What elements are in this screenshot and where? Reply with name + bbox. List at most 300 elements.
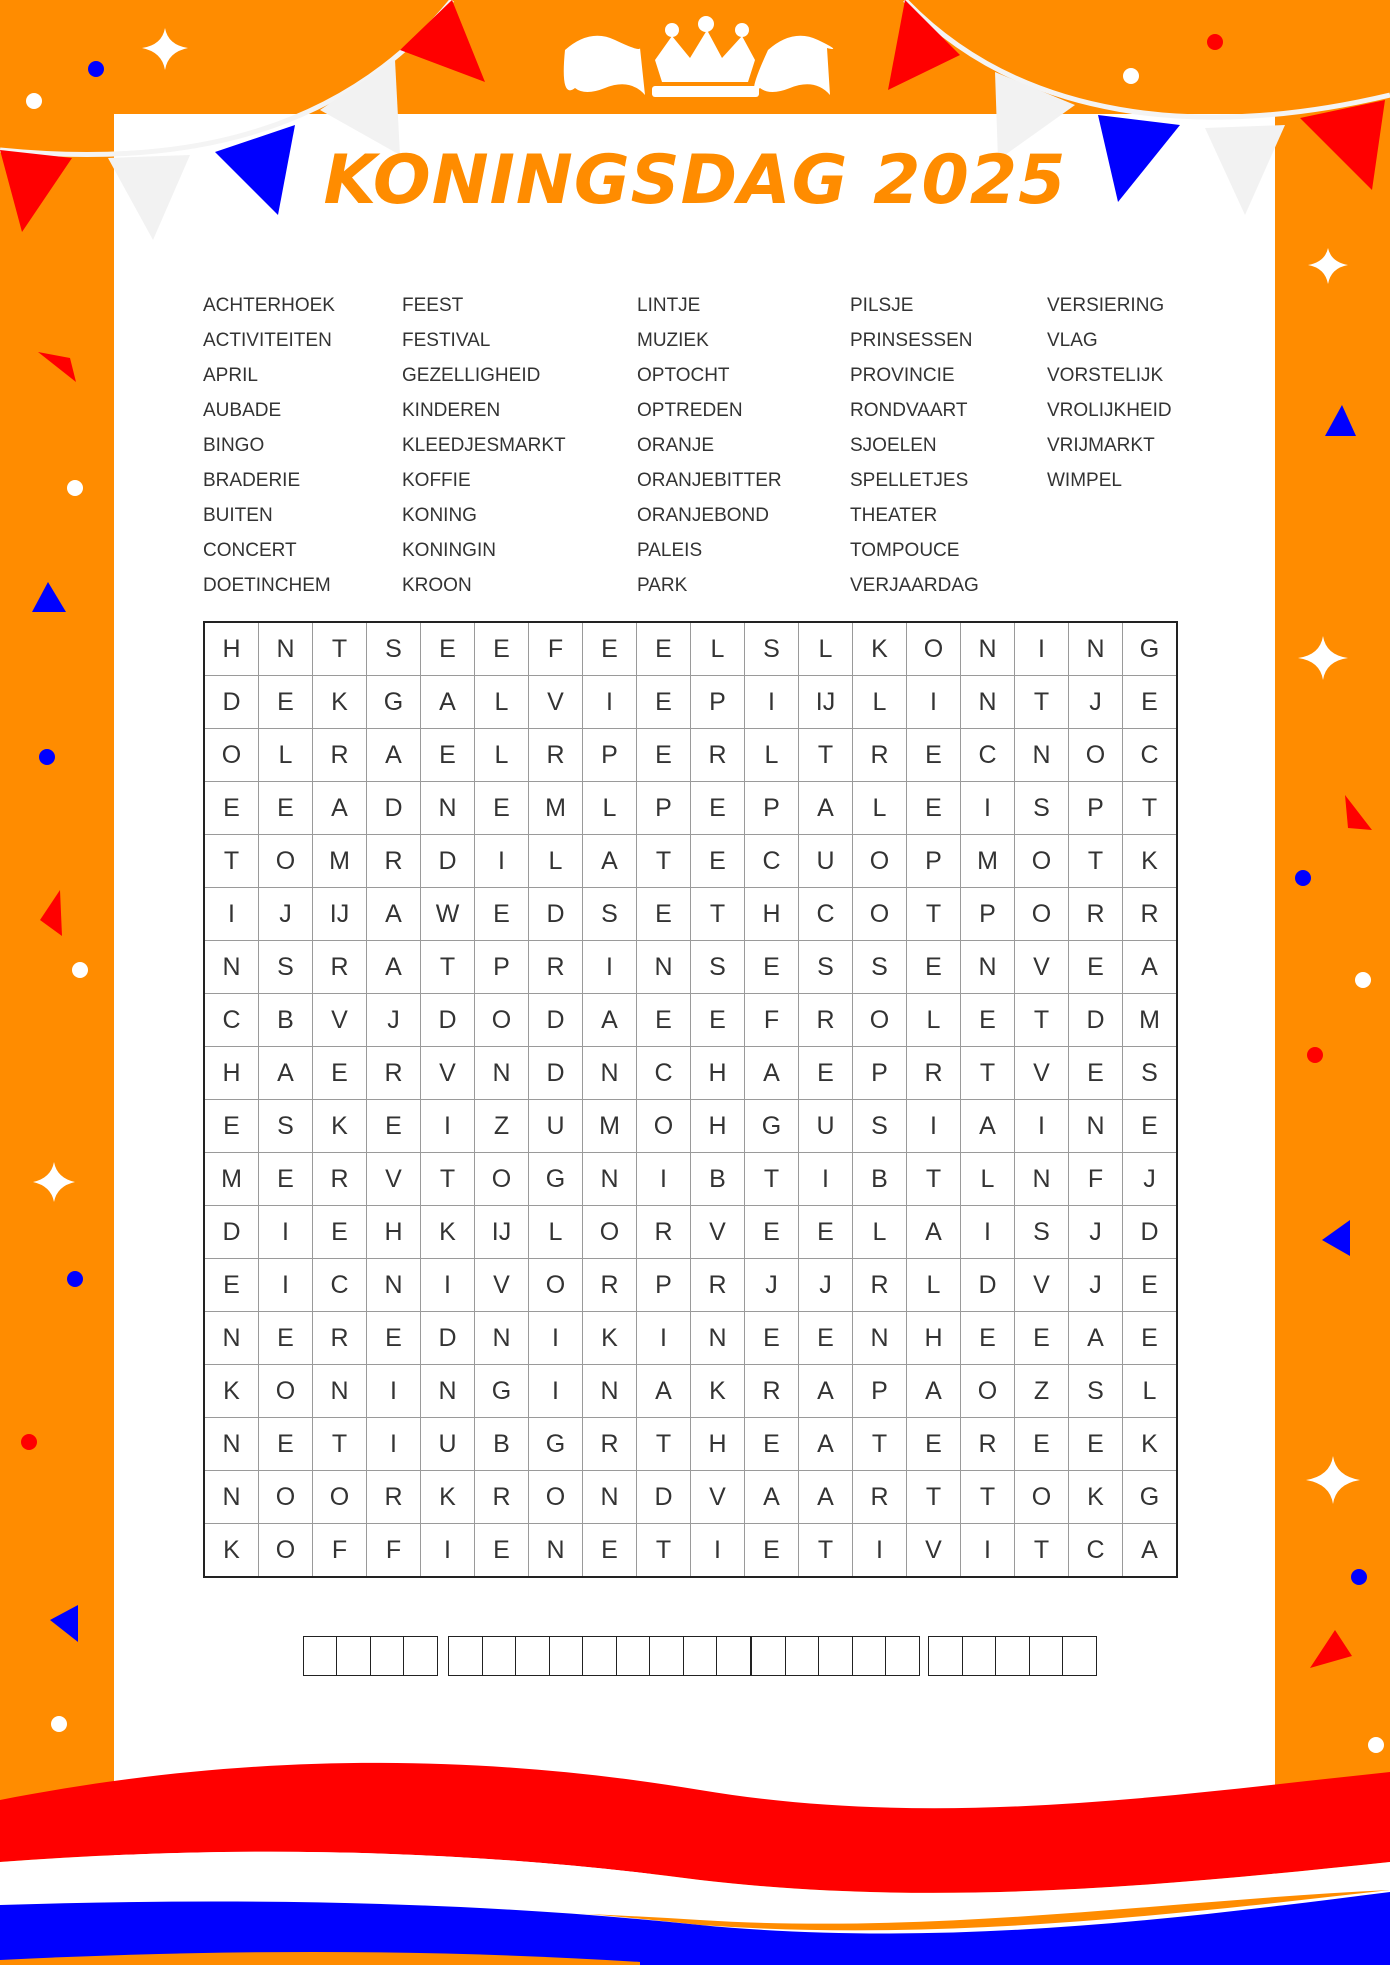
grid-cell: R — [853, 1259, 907, 1312]
answer-letter-box[interactable] — [482, 1636, 517, 1676]
answer-letter-box[interactable] — [336, 1636, 371, 1676]
grid-cell: K — [204, 1365, 259, 1418]
answer-letter-box[interactable] — [818, 1636, 853, 1676]
word-list-item: LINTJE — [637, 295, 701, 316]
grid-cell: H — [204, 1047, 259, 1100]
grid-cell: U — [421, 1418, 475, 1471]
grid-cell: I — [259, 1206, 313, 1259]
grid-row — [204, 622, 1177, 676]
answer-letter-box[interactable] — [751, 1636, 786, 1676]
grid-cell: G — [529, 1153, 583, 1206]
grid-cell: J — [799, 1259, 853, 1312]
grid-cell: I — [1015, 1100, 1069, 1153]
grid-cell: N — [204, 1312, 259, 1365]
grid-cell: T — [313, 1418, 367, 1471]
grid-cell: T — [853, 1418, 907, 1471]
grid-cell: N — [204, 1471, 259, 1524]
grid-cell: S — [853, 1100, 907, 1153]
grid-cell: E — [1123, 1100, 1178, 1153]
grid-cell: G — [745, 1100, 799, 1153]
word-list-item: PALEIS — [637, 540, 703, 561]
word-list-item: CONCERT — [203, 540, 297, 561]
grid-cell: N — [583, 1471, 637, 1524]
grid-row — [204, 676, 1177, 729]
grid-cell: E — [1123, 1312, 1178, 1365]
grid-cell: M — [313, 835, 367, 888]
grid-cell: B — [475, 1418, 529, 1471]
grid-cell: I — [691, 1524, 745, 1578]
grid-cell: E — [799, 1047, 853, 1100]
answer-letter-box[interactable] — [448, 1636, 483, 1676]
grid-cell: G — [367, 676, 421, 729]
grid-cell: E — [1015, 1312, 1069, 1365]
grid-cell: I — [961, 782, 1015, 835]
grid-cell: A — [583, 994, 637, 1047]
grid-cell: D — [637, 1471, 691, 1524]
answer-letter-box[interactable] — [995, 1636, 1030, 1676]
grid-cell: A — [367, 941, 421, 994]
grid-cell: A — [367, 729, 421, 782]
grid-cell: H — [691, 1418, 745, 1471]
grid-cell: R — [691, 1259, 745, 1312]
grid-cell: H — [691, 1047, 745, 1100]
grid-cell: A — [907, 1206, 961, 1259]
word-list-item: GEZELLIGHEID — [402, 365, 541, 386]
grid-cell: L — [691, 622, 745, 676]
answer-letter-box[interactable] — [370, 1636, 405, 1676]
grid-cell: O — [259, 1471, 313, 1524]
grid-cell: O — [637, 1100, 691, 1153]
grid-cell: N — [475, 1312, 529, 1365]
answer-letter-box[interactable] — [928, 1636, 963, 1676]
grid-cell: R — [745, 1365, 799, 1418]
grid-cell: M — [204, 1153, 259, 1206]
answer-letter-box[interactable] — [1062, 1636, 1097, 1676]
grid-cell: R — [583, 1418, 637, 1471]
grid-cell: A — [1069, 1312, 1123, 1365]
grid-cell: I — [475, 835, 529, 888]
grid-cell: N — [204, 1418, 259, 1471]
grid-cell: A — [313, 782, 367, 835]
grid-cell: P — [1069, 782, 1123, 835]
grid-cell: J — [745, 1259, 799, 1312]
word-list — [0, 0, 1390, 620]
grid-cell: C — [1069, 1524, 1123, 1578]
grid-cell: C — [961, 729, 1015, 782]
word-list-item: APRIL — [203, 365, 258, 386]
grid-row — [204, 1206, 1177, 1259]
grid-cell: C — [313, 1259, 367, 1312]
grid-cell: L — [583, 782, 637, 835]
grid-cell: E — [1069, 1418, 1123, 1471]
grid-cell: H — [691, 1100, 745, 1153]
grid-cell: E — [745, 1418, 799, 1471]
grid-cell: L — [529, 835, 583, 888]
grid-cell: V — [691, 1206, 745, 1259]
grid-cell: K — [1123, 835, 1178, 888]
grid-cell: A — [259, 1047, 313, 1100]
word-list-item: AUBADE — [203, 400, 282, 421]
grid-cell: J — [1069, 1206, 1123, 1259]
answer-letter-box[interactable] — [716, 1636, 751, 1676]
grid-cell: K — [691, 1365, 745, 1418]
grid-cell: E — [961, 1312, 1015, 1365]
answer-letter-box[interactable] — [403, 1636, 438, 1676]
grid-cell: T — [907, 1153, 961, 1206]
grid-cell: T — [961, 1047, 1015, 1100]
grid-cell: A — [745, 1471, 799, 1524]
answer-letter-box[interactable] — [582, 1636, 617, 1676]
grid-cell: E — [1069, 1047, 1123, 1100]
grid-cell: J — [367, 994, 421, 1047]
grid-cell: P — [691, 676, 745, 729]
grid-cell: P — [853, 1365, 907, 1418]
grid-cell: O — [853, 994, 907, 1047]
grid-cell: E — [475, 888, 529, 941]
grid-cell: P — [637, 1259, 691, 1312]
grid-cell: R — [367, 835, 421, 888]
grid-cell: L — [907, 994, 961, 1047]
grid-cell: M — [529, 782, 583, 835]
word-list-item: DOETINCHEM — [203, 575, 331, 596]
grid-cell: K — [853, 622, 907, 676]
grid-row — [204, 729, 1177, 782]
grid-cell: L — [475, 729, 529, 782]
word-list-item: PARK — [637, 575, 688, 596]
word-list-item: SPELLETJES — [850, 470, 969, 491]
grid-cell: J — [259, 888, 313, 941]
answer-letter-box[interactable] — [1029, 1636, 1064, 1676]
grid-cell: T — [204, 835, 259, 888]
word-search-grid — [203, 621, 1178, 1578]
grid-cell: O — [529, 1259, 583, 1312]
grid-cell: L — [853, 1206, 907, 1259]
grid-cell: E — [691, 835, 745, 888]
grid-cell: E — [637, 622, 691, 676]
word-list-item: ACTIVITEITEN — [203, 330, 332, 351]
grid-cell: A — [907, 1365, 961, 1418]
grid-cell: R — [367, 1471, 421, 1524]
word-list-item: RONDVAART — [850, 400, 968, 421]
grid-cell: T — [637, 1418, 691, 1471]
word-list-item: KROON — [402, 575, 472, 596]
grid-cell: T — [907, 888, 961, 941]
grid-cell: R — [853, 729, 907, 782]
word-list-item: OPTOCHT — [637, 365, 730, 386]
grid-cell: I — [961, 1524, 1015, 1578]
grid-cell: E — [475, 782, 529, 835]
grid-cell: E — [475, 1524, 529, 1578]
grid-cell: M — [1123, 994, 1178, 1047]
grid-cell: N — [961, 622, 1015, 676]
grid-cell: I — [907, 1100, 961, 1153]
grid-cell: C — [637, 1047, 691, 1100]
grid-cell: L — [745, 729, 799, 782]
grid-cell: B — [691, 1153, 745, 1206]
grid-cell: K — [421, 1471, 475, 1524]
grid-cell: P — [961, 888, 1015, 941]
grid-cell: V — [421, 1047, 475, 1100]
grid-row — [204, 1365, 1177, 1418]
grid-cell: R — [637, 1206, 691, 1259]
grid-cell: I — [259, 1259, 313, 1312]
answer-letter-box[interactable] — [549, 1636, 584, 1676]
grid-cell: O — [1015, 888, 1069, 941]
answer-word-group — [448, 1636, 751, 1676]
grid-cell: C — [745, 835, 799, 888]
grid-cell: L — [853, 676, 907, 729]
grid-cell: R — [313, 729, 367, 782]
grid-cell: E — [313, 1047, 367, 1100]
grid-cell: E — [204, 1259, 259, 1312]
grid-cell: S — [691, 941, 745, 994]
grid-cell: R — [1123, 888, 1178, 941]
word-list-item: BINGO — [203, 435, 265, 456]
grid-cell: K — [313, 676, 367, 729]
grid-cell: M — [961, 835, 1015, 888]
grid-cell: I — [907, 676, 961, 729]
grid-cell: P — [475, 941, 529, 994]
grid-cell: E — [745, 1524, 799, 1578]
grid-cell: O — [259, 835, 313, 888]
grid-cell: N — [313, 1365, 367, 1418]
grid-cell: S — [1069, 1365, 1123, 1418]
grid-cell: A — [637, 1365, 691, 1418]
word-list-item: KOFFIE — [402, 470, 471, 491]
grid-cell: A — [583, 835, 637, 888]
grid-cell: N — [637, 941, 691, 994]
grid-cell: L — [259, 729, 313, 782]
grid-cell: Z — [475, 1100, 529, 1153]
grid-cell: G — [1123, 1471, 1178, 1524]
grid-cell: I — [421, 1100, 475, 1153]
answer-letter-box[interactable] — [616, 1636, 651, 1676]
grid-cell: I — [421, 1259, 475, 1312]
grid-cell: E — [745, 1312, 799, 1365]
grid-cell: E — [204, 1100, 259, 1153]
word-list-item: KONING — [402, 505, 477, 526]
grid-cell: E — [907, 941, 961, 994]
answer-word-group — [303, 1636, 439, 1676]
grid-cell: S — [853, 941, 907, 994]
grid-cell: I — [529, 1312, 583, 1365]
word-list-item: VROLIJKHEID — [1047, 400, 1172, 421]
grid-cell: IJ — [799, 676, 853, 729]
word-list-item: VLAG — [1047, 330, 1098, 351]
grid-cell: E — [204, 782, 259, 835]
word-list-item: FEEST — [402, 295, 464, 316]
word-list-item: TOMPOUCE — [850, 540, 960, 561]
grid-cell: N — [1015, 1153, 1069, 1206]
grid-cell: E — [1123, 1259, 1178, 1312]
grid-cell: K — [204, 1524, 259, 1578]
page-title: KONINGSDAG 2025 — [323, 141, 1067, 220]
word-list-item: KLEEDJESMARKT — [402, 435, 566, 456]
grid-cell: O — [259, 1365, 313, 1418]
grid-cell: V — [529, 676, 583, 729]
grid-cell: E — [421, 729, 475, 782]
grid-cell: V — [691, 1471, 745, 1524]
grid-row — [204, 1524, 1177, 1578]
grid-cell: V — [1015, 1047, 1069, 1100]
grid-cell: R — [853, 1471, 907, 1524]
grid-cell: J — [1123, 1153, 1178, 1206]
grid-cell: E — [1123, 676, 1178, 729]
grid-cell: P — [583, 729, 637, 782]
grid-cell: S — [367, 622, 421, 676]
grid-row — [204, 1259, 1177, 1312]
word-list-item: PILSJE — [850, 295, 914, 316]
word-list-item: THEATER — [850, 505, 938, 526]
grid-cell: U — [799, 835, 853, 888]
grid-cell: O — [853, 888, 907, 941]
grid-cell: L — [529, 1206, 583, 1259]
grid-cell: K — [421, 1206, 475, 1259]
word-list-item: OPTREDEN — [637, 400, 743, 421]
grid-cell: R — [583, 1259, 637, 1312]
grid-cell: S — [259, 941, 313, 994]
grid-cell: I — [853, 1524, 907, 1578]
answer-letter-box[interactable] — [852, 1636, 887, 1676]
grid-cell: T — [1069, 835, 1123, 888]
grid-row — [204, 782, 1177, 835]
answer-letter-box[interactable] — [515, 1636, 550, 1676]
grid-cell: N — [961, 676, 1015, 729]
grid-cell: G — [1123, 622, 1178, 676]
grid-cell: D — [204, 676, 259, 729]
grid-cell: F — [1069, 1153, 1123, 1206]
grid-cell: O — [259, 1524, 313, 1578]
grid-cell: T — [691, 888, 745, 941]
answer-letter-box[interactable] — [962, 1636, 997, 1676]
grid-cell: O — [204, 729, 259, 782]
grid-cell: W — [421, 888, 475, 941]
grid-cell: V — [1015, 941, 1069, 994]
grid-cell: R — [907, 1047, 961, 1100]
grid-cell: E — [745, 941, 799, 994]
grid-cell: O — [1015, 835, 1069, 888]
word-list-item: VRIJMARKT — [1047, 435, 1155, 456]
word-list-item: WIMPEL — [1047, 470, 1122, 491]
grid-cell: T — [745, 1153, 799, 1206]
grid-cell: N — [204, 941, 259, 994]
answer-letter-box[interactable] — [785, 1636, 820, 1676]
grid-cell: R — [1069, 888, 1123, 941]
grid-cell: G — [529, 1418, 583, 1471]
grid-row — [204, 835, 1177, 888]
grid-cell: S — [1123, 1047, 1178, 1100]
grid-cell: O — [853, 835, 907, 888]
grid-cell: R — [367, 1047, 421, 1100]
answer-letter-box[interactable] — [885, 1636, 920, 1676]
grid-cell: V — [907, 1524, 961, 1578]
grid-cell: E — [367, 1312, 421, 1365]
grid-cell: S — [1015, 782, 1069, 835]
grid-cell: N — [853, 1312, 907, 1365]
grid-cell: O — [313, 1471, 367, 1524]
grid-cell: F — [367, 1524, 421, 1578]
grid-cell: N — [367, 1259, 421, 1312]
grid-cell: A — [799, 1365, 853, 1418]
grid-cell: R — [529, 729, 583, 782]
grid-cell: K — [1069, 1471, 1123, 1524]
word-list-item: ORANJEBOND — [637, 505, 769, 526]
word-list-item: BUITEN — [203, 505, 273, 526]
grid-cell: O — [529, 1471, 583, 1524]
grid-cell: T — [799, 729, 853, 782]
grid-cell: E — [745, 1206, 799, 1259]
word-list-item: SJOELEN — [850, 435, 937, 456]
grid-cell: L — [853, 782, 907, 835]
word-list-item: ACHTERHOEK — [203, 295, 335, 316]
grid-cell: U — [799, 1100, 853, 1153]
grid-cell: O — [1069, 729, 1123, 782]
grid-cell: E — [637, 676, 691, 729]
grid-cell: R — [529, 941, 583, 994]
word-list-item: FESTIVAL — [402, 330, 491, 351]
grid-cell: I — [204, 888, 259, 941]
grid-cell: L — [1123, 1365, 1178, 1418]
grid-cell: K — [313, 1100, 367, 1153]
grid-cell: S — [259, 1100, 313, 1153]
grid-cell: T — [637, 1524, 691, 1578]
grid-cell: D — [421, 994, 475, 1047]
grid-cell: D — [529, 888, 583, 941]
grid-cell: S — [1015, 1206, 1069, 1259]
answer-letter-box[interactable] — [683, 1636, 718, 1676]
grid-row — [204, 1312, 1177, 1365]
grid-cell: E — [259, 1153, 313, 1206]
grid-cell: U — [529, 1100, 583, 1153]
grid-cell: I — [1015, 622, 1069, 676]
grid-cell: R — [691, 729, 745, 782]
grid-cell: E — [367, 1100, 421, 1153]
grid-cell: E — [799, 1206, 853, 1259]
grid-cell: P — [637, 782, 691, 835]
grid-cell: N — [421, 1365, 475, 1418]
grid-cell: R — [961, 1418, 1015, 1471]
grid-cell: N — [961, 941, 1015, 994]
grid-cell: T — [421, 941, 475, 994]
grid-cell: O — [583, 1206, 637, 1259]
grid-cell: T — [421, 1153, 475, 1206]
grid-cell: A — [421, 676, 475, 729]
grid-cell: E — [259, 676, 313, 729]
answer-letter-box[interactable] — [303, 1636, 338, 1676]
grid-cell: N — [1069, 1100, 1123, 1153]
grid-cell: L — [799, 622, 853, 676]
grid-cell: E — [313, 1206, 367, 1259]
grid-cell: I — [583, 676, 637, 729]
grid-row — [204, 1471, 1177, 1524]
word-list-item: ORANJE — [637, 435, 715, 456]
grid-cell: J — [1069, 676, 1123, 729]
grid-cell: D — [529, 1047, 583, 1100]
grid-cell: D — [1123, 1206, 1178, 1259]
grid-row — [204, 1153, 1177, 1206]
answer-letter-box[interactable] — [649, 1636, 684, 1676]
grid-cell: P — [853, 1047, 907, 1100]
grid-cell: IJ — [313, 888, 367, 941]
grid-cell: H — [907, 1312, 961, 1365]
grid-cell: A — [961, 1100, 1015, 1153]
grid-cell: F — [745, 994, 799, 1047]
word-list-item: PRINSESSEN — [850, 330, 973, 351]
grid-cell: A — [799, 782, 853, 835]
grid-cell: R — [799, 994, 853, 1047]
grid-cell: A — [799, 1471, 853, 1524]
grid-cell: A — [367, 888, 421, 941]
